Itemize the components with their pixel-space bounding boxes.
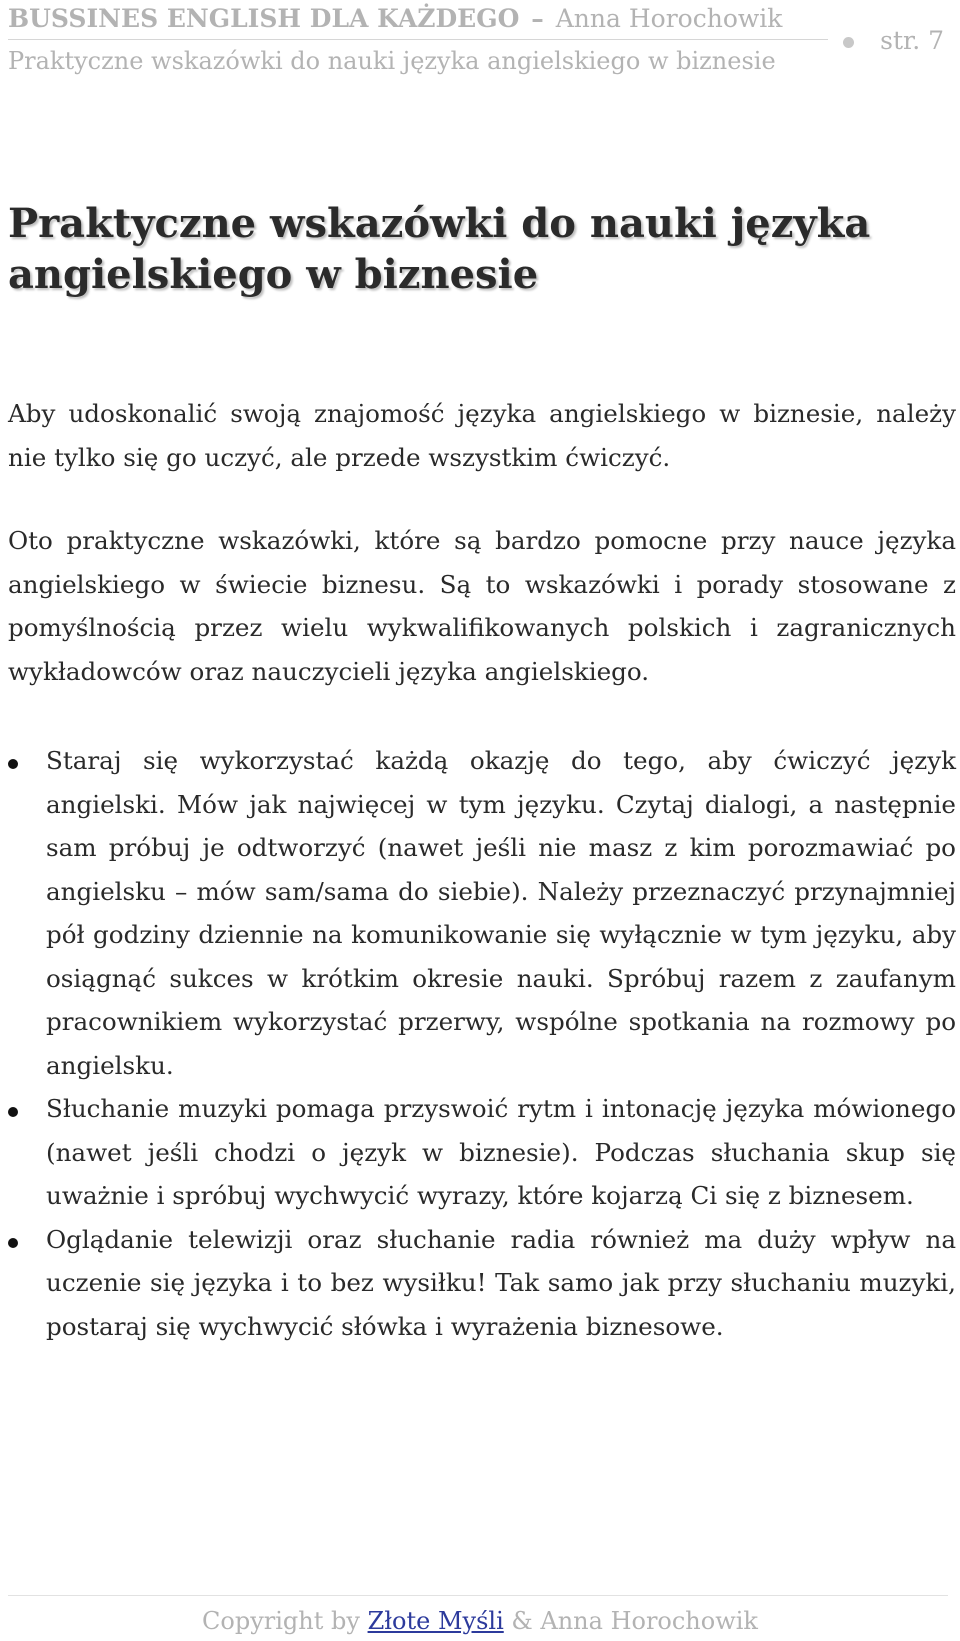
page-title: Praktyczne wskazówki do nauki języka angielskiego w biznesie [8, 200, 871, 298]
tips-list [8, 739, 956, 1348]
publisher-link[interactable]: Złote Myśli [367, 1607, 504, 1635]
page-number-text: str. 7 [880, 26, 944, 55]
main-content [8, 392, 956, 1348]
header-separator: – [531, 4, 544, 33]
page-footer [0, 1606, 960, 1636]
list-item-text: Słuchanie muzyki pomaga przyswoić rytm i intonację języka mówionego (nawet jeśli chodzi o język w biznesie). Podczas słuchania skup się uważnie i spróbuj wychwycić wyrazy, które kojarzą Ci się z biznesem. [46, 1094, 956, 1210]
intro-paragraph: Aby udoskonalić swoją znajomość języka angielskiego w biznesie, należy nie tylko się go uczyć, ale przede wszystkim ćwiczyć. [8, 399, 956, 472]
list-item [8, 1218, 956, 1349]
list-item [8, 1087, 956, 1218]
footer-prefix: Copyright by [202, 1607, 360, 1635]
list-item-text: Oglądanie telewizji oraz słuchanie radia również ma duży wpływ na uczenie się języka i to bez wysiłku! Tak samo jak przy słuchaniu muzyki, postaraj się wychwycić słówka i wyrażenia biznesowe. [46, 1224, 956, 1341]
list-item-text: Staraj się wykorzystać każdą okazję do tego, aby ćwiczyć język angielski. Mów jak najwięcej w tym języku. Czytaj dialogi, a następnie sam próbuj je odtworzyć (nawet jeśli nie masz z kim porozmawiać po angielsku – mów sam/sama do siebie). Należy przeznaczyć przynajmniej pół godziny dziennie na komunikowanie się wyłącznie w tym języku, aby osiągnąć sukces w krótkim okresie nauki. Spróbuj razem z zaufanym pracownikiem wykorzystać przerwy, wspólne spotkania na rozmowy po angielsku. [46, 746, 956, 1080]
header-series: BUSSINES ENGLISH DLA KAŻDEGO [8, 4, 520, 33]
bullet-dot-icon [843, 37, 854, 48]
bullet-icon [8, 759, 18, 769]
bullet-icon [8, 1107, 18, 1117]
header-title-line [8, 4, 782, 34]
list-item [8, 739, 956, 1087]
bullet-icon [8, 1238, 18, 1248]
header-divider [8, 39, 828, 40]
page-number [843, 26, 944, 56]
page-header [8, 0, 948, 80]
tips-intro-paragraph: Oto praktyczne wskazówki, które są bardzo pomocne przy nauce języka angielskiego w świecie biznesu. Są to wskazówki i porady stosowane z pomyślnością przez wielu wykwalifikowanych polskich i zagranicznych wykładowców oraz nauczycieli języka angielskiego. [8, 526, 956, 686]
footer-suffix: & Anna Horochowik [511, 1607, 758, 1635]
footer-divider [8, 1595, 948, 1596]
header-subtitle: Praktyczne wskazówki do nauki języka angielskiego w biznesie [8, 47, 776, 75]
header-author: Anna Horochowik [555, 4, 783, 33]
